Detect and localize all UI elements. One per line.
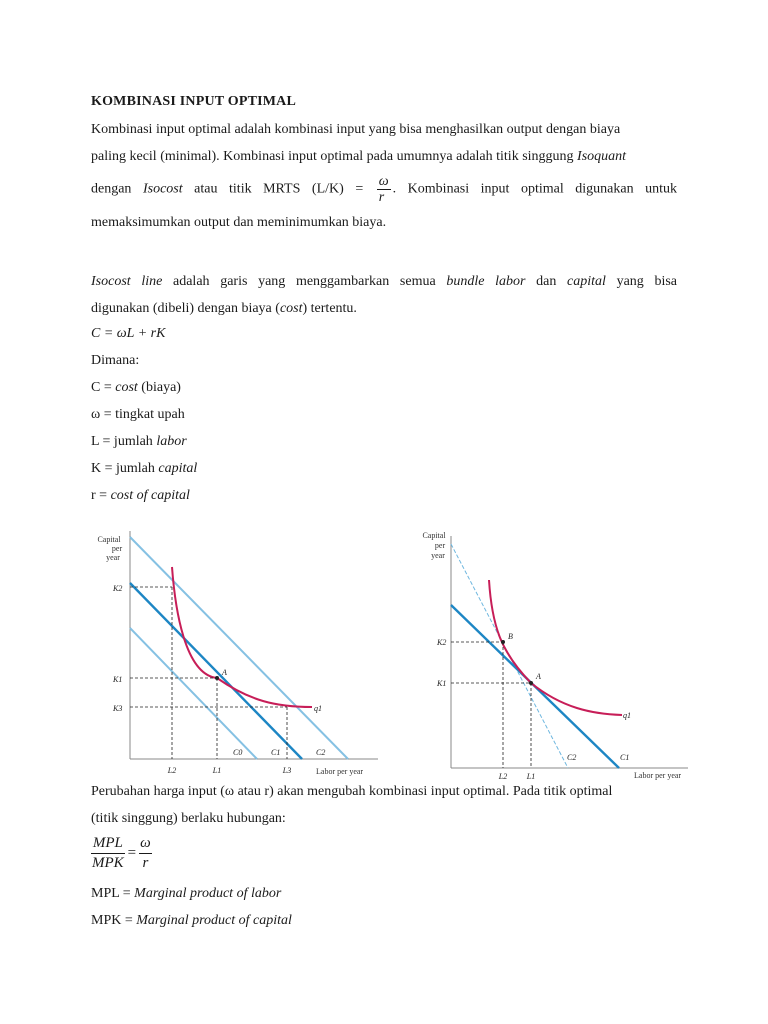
chart2-ytick-k1: K1 xyxy=(437,679,447,688)
def-mpk-pre: MPK = xyxy=(91,913,137,928)
chart1-ylabel-1: Capital xyxy=(97,535,121,544)
def-k-pre: K = jumlah xyxy=(91,461,159,476)
para1-line4: memaksimumkan output dan meminimumkan biaya. xyxy=(91,215,387,230)
paragraph-optimal-input xyxy=(91,116,677,236)
term-isocost: Isocost xyxy=(142,181,183,197)
mrts-fraction-denominator: r xyxy=(378,190,385,205)
ratio-left xyxy=(91,834,125,873)
def-r xyxy=(91,487,190,505)
isocost-formula: C = ωL + rK xyxy=(91,326,166,341)
para1-line3-mrts: atau titik MRTS (L/K) = xyxy=(194,181,364,197)
ratio-mpl: MPL xyxy=(91,834,125,854)
term-isocost-line: Isocost line xyxy=(91,274,163,289)
def-mpk xyxy=(91,912,292,930)
chart1-point-label-a: A xyxy=(222,668,227,677)
mrts-fraction-numerator: ω xyxy=(378,174,389,189)
chart2-xtick-l1: L1 xyxy=(526,772,536,781)
def-k xyxy=(91,460,197,478)
para1-line2-text: paling kecil (minimal). Kombinasi input optimal pada umumnya adalah titik singgung xyxy=(91,149,574,164)
term-bundle-labor: bundle labor xyxy=(446,274,526,289)
dimana-label: Dimana: xyxy=(91,353,140,368)
def-c xyxy=(91,379,181,397)
chart1-xtick-l1: L1 xyxy=(212,766,222,775)
para2-text-b: adalah garis yang menggambarkan semua xyxy=(173,274,436,289)
chart1-isoquant-q1 xyxy=(172,567,312,707)
term-isoquant: Isoquant xyxy=(577,149,627,164)
chart2-label-c2: C2 xyxy=(567,753,577,762)
term-cost: cost xyxy=(279,301,303,316)
chart1-label-c1: C1 xyxy=(271,748,281,757)
chart2-point-label-b: B xyxy=(508,632,513,641)
def-k-term: capital xyxy=(158,461,198,476)
chart2-label-c1: C1 xyxy=(620,753,630,762)
chart1-ytick-k3: K3 xyxy=(113,704,123,713)
def-r-pre: r = xyxy=(91,488,111,503)
def-l xyxy=(91,433,187,451)
def-c-pre: C = xyxy=(91,380,116,395)
ratio-right xyxy=(139,834,152,873)
chart1-label-c2: C2 xyxy=(316,748,326,757)
def-c-term: cost xyxy=(115,380,138,395)
chart2-xlabel: Labor per year xyxy=(634,771,682,780)
def-c-post: (biaya) xyxy=(137,380,181,395)
para2-text-i: ) tertentu. xyxy=(302,301,357,316)
chart2-point-label-a: A xyxy=(536,672,541,681)
mrts-fraction xyxy=(377,174,391,205)
chart1-xtick-l2: L2 xyxy=(167,766,177,775)
def-mpl-pre: MPL = xyxy=(91,886,135,901)
ratio-equals: = xyxy=(127,845,137,861)
def-r-term: cost of capital xyxy=(110,488,190,503)
def-mpl xyxy=(91,885,281,903)
para1-line3 xyxy=(91,174,677,205)
chart1-label-c0: C0 xyxy=(233,748,243,757)
para3-line2: (titik singgung) berlaku hubungan: xyxy=(91,811,286,826)
chart1-ytick-k2: K2 xyxy=(113,584,123,593)
chart2-guides xyxy=(451,642,531,768)
chart2-point-b xyxy=(501,640,505,644)
chart1-ylabel-2: per xyxy=(111,544,123,553)
para2-text-f: yang bisa xyxy=(616,274,678,289)
isocost-isoquant-chart-1 xyxy=(90,525,390,780)
isocost-isoquant-chart-2 xyxy=(410,528,700,782)
ratio-mpk: MPK xyxy=(92,855,124,871)
def-mpk-term: Marginal product of capital xyxy=(136,913,292,928)
para2-text-d: dan xyxy=(536,274,557,289)
chart2-ylabel-3: year xyxy=(431,551,445,560)
paragraph-isocost xyxy=(91,268,677,322)
chart1-isocost-c1 xyxy=(130,583,302,759)
para1-line1: Kombinasi input optimal adalah kombinasi input yang bisa menghasilkan output dengan biaya xyxy=(91,122,621,137)
chart2-isoquant-q1 xyxy=(489,580,622,715)
chart2-point-a xyxy=(529,681,533,685)
def-l-pre: L = jumlah xyxy=(91,434,157,449)
chart1-xlabel: Labor per year xyxy=(316,767,364,776)
def-mpl-term: Marginal product of labor xyxy=(134,886,282,901)
chart1-point-a xyxy=(215,676,219,680)
section-heading: KOMBINASI INPUT OPTIMAL xyxy=(91,94,297,109)
ratio-omega: ω xyxy=(139,834,152,854)
para3-line1: Perubahan harga input (ω atau r) akan mengubah kombinasi input optimal. Pada titik optimal xyxy=(91,784,613,799)
chart2-ylabel-2: per xyxy=(434,541,446,550)
chart2-label-q1: q1 xyxy=(623,711,631,720)
chart2-ytick-k2: K2 xyxy=(437,638,447,647)
para1-line3-rest: . Kombinasi input optimal digunakan untuk xyxy=(392,181,678,197)
para1-line3-dengan: dengan xyxy=(91,181,132,197)
para2-text-g: digunakan (dibeli) dengan biaya ( xyxy=(91,301,280,316)
def-omega: ω = tingkat upah xyxy=(91,407,185,422)
chart2-ylabel-1: Capital xyxy=(422,531,446,540)
chart1-ylabel-3: year xyxy=(106,553,120,562)
para2-line2 xyxy=(91,295,677,322)
chart2-xtick-l2: L2 xyxy=(498,772,508,781)
paragraph-price-change xyxy=(91,778,677,832)
mpl-mpk-ratio xyxy=(91,834,152,873)
chart1-xtick-l3: L3 xyxy=(282,766,292,775)
ratio-r: r xyxy=(142,855,149,871)
chart1-ytick-k1: K1 xyxy=(113,675,123,684)
para1-line2 xyxy=(91,143,677,170)
chart1-label-q1: q1 xyxy=(314,704,322,713)
term-capital: capital xyxy=(567,274,606,289)
chart1-isocost-c2 xyxy=(130,537,348,759)
def-l-term: labor xyxy=(156,434,187,449)
para2-line1 xyxy=(91,268,677,295)
